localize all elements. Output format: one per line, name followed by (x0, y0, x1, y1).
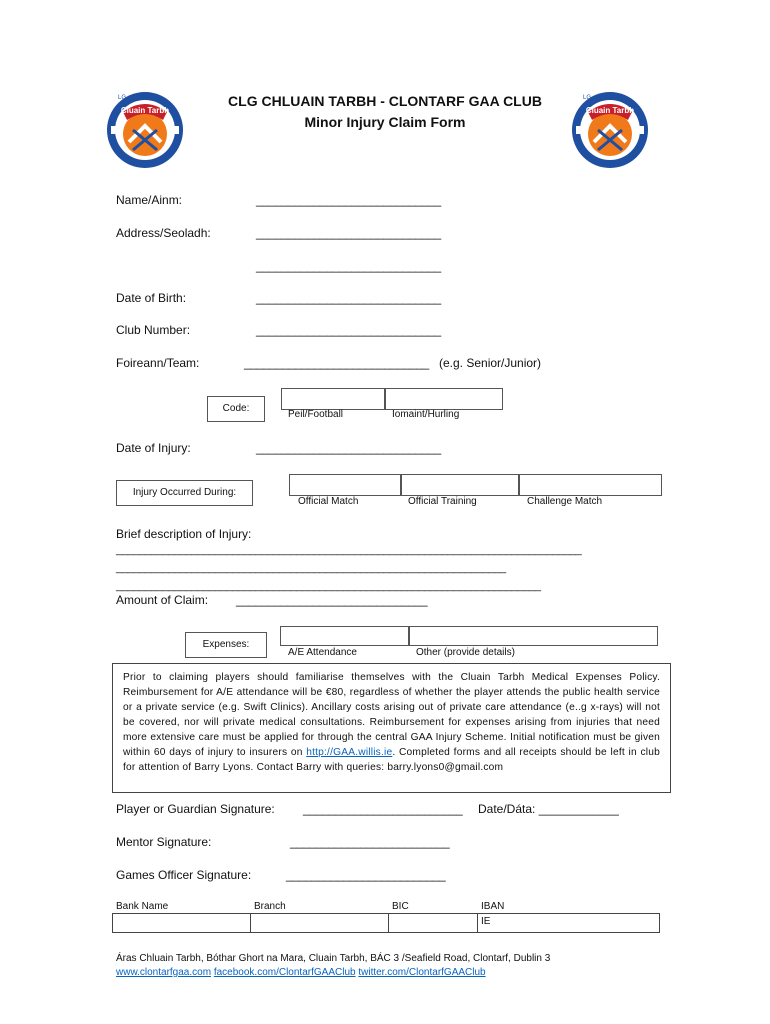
notice-text-2: . Completed forms and all receipts should be left in club for attention of Barry Lyons. Contact Barry with queries: barry.lyons0@gmail.com (123, 747, 660, 773)
mentor-signature-label: Mentor Signature: (116, 835, 212, 849)
club-number-label: Club Number: (116, 323, 191, 337)
date-signature[interactable]: Date/Dáta: ____________ (478, 802, 619, 816)
amount-label: Amount of Claim: (116, 593, 209, 607)
branch-header: Branch (254, 901, 286, 912)
injury-during-label: Injury Occurred During: (116, 480, 253, 506)
ae-attendance-box[interactable] (280, 626, 409, 646)
description-line-2[interactable]: ___________________________________________________________________ (116, 562, 506, 574)
mentor-signature-field[interactable]: _________________________ (290, 835, 450, 849)
bank-name-cell[interactable] (113, 914, 250, 932)
dob-field[interactable]: _____________________________ (256, 291, 441, 305)
club-number-field[interactable]: _____________________________ (256, 323, 441, 337)
description-line-3[interactable]: _________________________________________________________________________ (116, 580, 541, 592)
name-field[interactable]: _____________________________ (256, 193, 441, 207)
challenge-match-box[interactable] (519, 474, 662, 496)
official-match-box[interactable] (289, 474, 401, 496)
medical-expenses-notice (112, 663, 671, 793)
svg-text:Cluain Tarbh: Cluain Tarbh (585, 106, 635, 115)
address-field-2[interactable]: _____________________________ (256, 259, 441, 273)
bic-cell[interactable] (389, 914, 477, 932)
player-signature-label: Player or Guardian Signature: (116, 802, 275, 816)
date-injury-field[interactable]: _____________________________ (256, 441, 441, 455)
footer-address: Áras Chluain Tarbh, Bóthar Ghort na Mara, Cluain Tarbh, BÁC 3 /Seafield Road, Clontarf, Dublin 3 (116, 953, 551, 964)
form-title: CLG CHLUAIN TARBH - CLONTARF GAA CLUB (228, 93, 542, 109)
date-injury-label: Date of Injury: (116, 441, 191, 455)
challenge-match-label: Challenge Match (527, 496, 603, 507)
games-officer-signature-label: Games Officer Signature: (116, 868, 252, 882)
insurer-link[interactable]: http://GAA.willis.ie (306, 747, 393, 758)
notice-text-1: Prior to claiming players should familiarise themselves with the Cluain Tarbh Medical Expenses Policy. Reimbursement for A/E attendance will be €80, regardless of whether the player attends the public health service or a private service (e.g. Swift Clinics). Ancillary costs arising out of private care attendance (e..g x-rays) will not be covered, nor will private medical consultations. Reimbursement for expenses arising from injuries that need more extensive care must be applied for through the central GAA Injury Scheme. Initial notification must be given within 60 days of injury to insurers on (123, 672, 660, 758)
iban-header: IBAN (481, 901, 505, 912)
official-training-label: Official Training (408, 496, 477, 507)
facebook-link[interactable]: facebook.com/ClontarfGAAClub (213, 967, 356, 978)
svg-text:Cluain Tarbh: Cluain Tarbh (120, 106, 170, 115)
other-expense-box[interactable] (409, 626, 658, 646)
iban-cell[interactable]: IE (481, 916, 491, 927)
other-expense-label: Other (provide details) (416, 647, 515, 658)
svg-text:LG: LG (583, 95, 592, 101)
code-hurling-label: Iomaint/Hurling (392, 409, 460, 420)
footer-links (116, 967, 486, 978)
team-label: Foireann/Team: (116, 356, 200, 370)
description-line-1[interactable]: ________________________________________________________________________________ (116, 544, 582, 556)
code-label: Code: (207, 396, 265, 422)
official-training-box[interactable] (401, 474, 519, 496)
svg-text:LG: LG (118, 95, 127, 101)
games-officer-signature-field[interactable]: _________________________ (286, 868, 446, 882)
name-label: Name/Ainm: (116, 193, 183, 207)
team-field[interactable]: _____________________________ (244, 356, 429, 370)
code-football-box[interactable] (281, 388, 385, 410)
expenses-label: Expenses: (185, 632, 267, 658)
bank-name-header: Bank Name (116, 901, 169, 912)
code-hurling-box[interactable] (385, 388, 503, 410)
address-label: Address/Seoladh: (116, 226, 211, 240)
code-football-label: Peil/Football (288, 409, 344, 420)
twitter-link[interactable]: twitter.com/ClontarfGAAClub (358, 967, 486, 978)
description-label: Brief description of Injury: (116, 527, 252, 541)
official-match-label: Official Match (298, 496, 359, 507)
amount-field[interactable]: ______________________________ (236, 593, 428, 607)
ae-attendance-label: A/E Attendance (288, 647, 357, 658)
address-field-1[interactable]: _____________________________ (256, 226, 441, 240)
bic-header: BIC (392, 901, 409, 912)
team-hint: (e.g. Senior/Junior) (439, 356, 542, 370)
player-signature-field[interactable]: _________________________ (303, 802, 463, 816)
dob-label: Date of Birth: (116, 291, 187, 305)
form-subtitle: Minor Injury Claim Form (304, 114, 466, 130)
website-link[interactable]: www.clontarfgaa.com (116, 967, 212, 978)
bank-details-row (112, 913, 660, 933)
bank-divider (477, 914, 478, 932)
branch-cell[interactable] (251, 914, 388, 932)
